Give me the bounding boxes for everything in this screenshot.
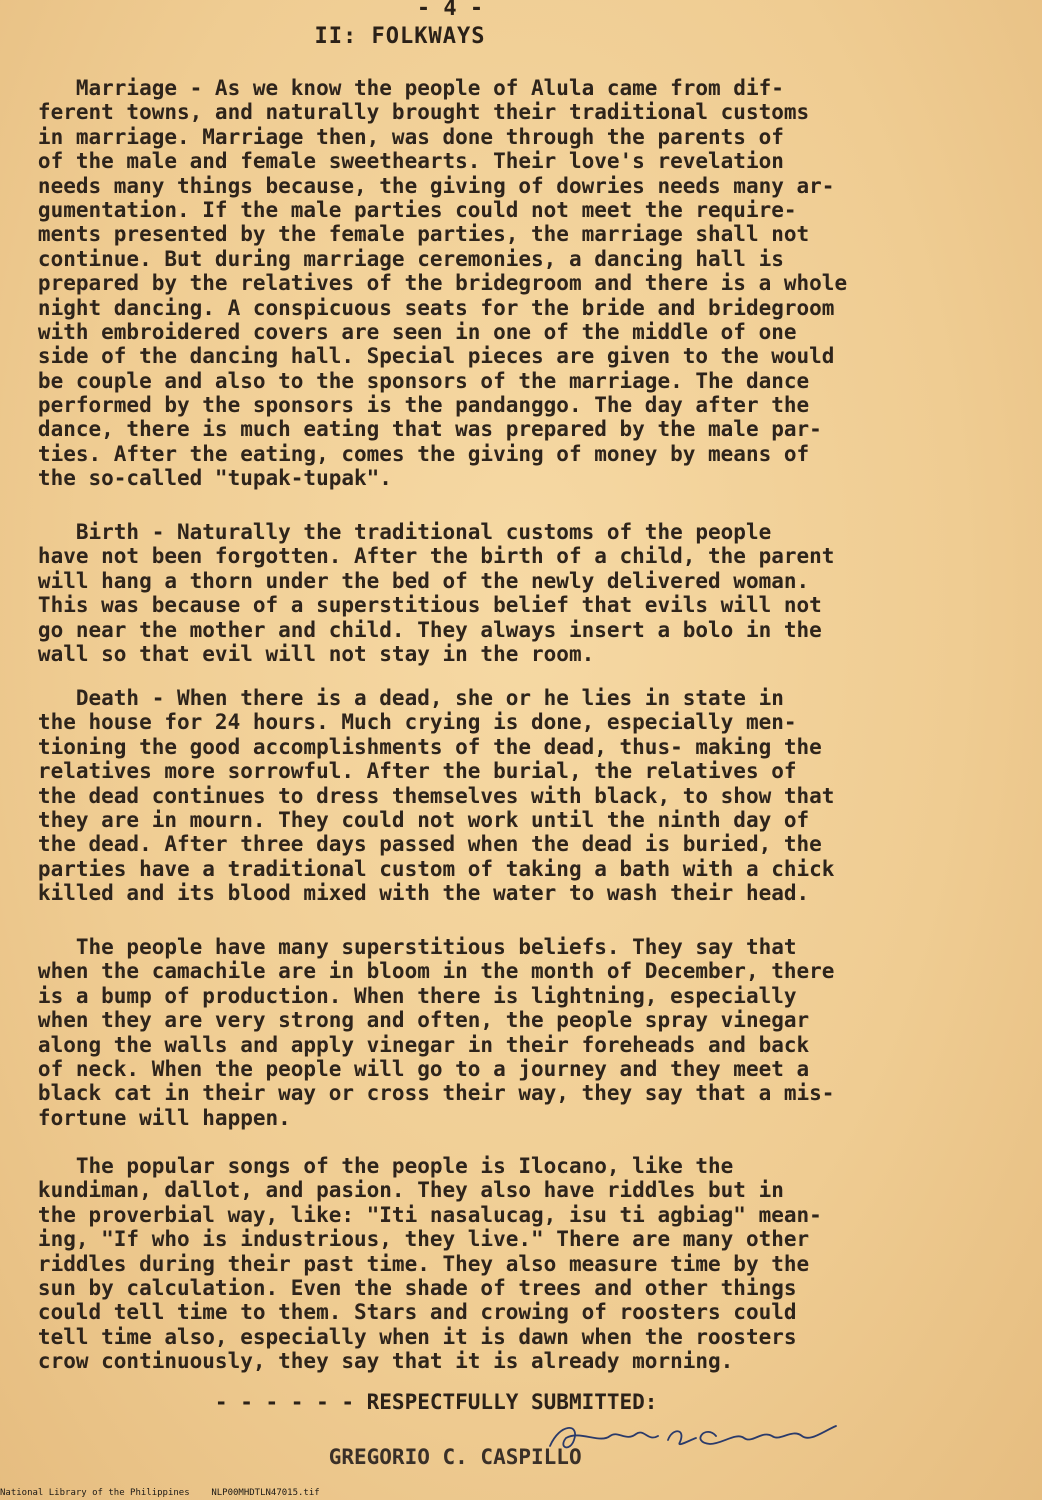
text-line: kundiman, dallot, and pasion. They also have riddles but in [0, 1178, 784, 1203]
text-line: crow continuously, they say that it is already morning. [0, 1349, 734, 1374]
text-line: in marriage. Marriage then, was done through the parents of [0, 124, 784, 149]
text-line: side of the dancing hall. Special pieces are given to the would [0, 344, 835, 369]
text-line: Death - When there is a dead, she or he lies in state in [0, 686, 784, 710]
text-line: continue. But during marriage ceremonies, a dancing hall is [0, 246, 784, 271]
text-line: along the walls and apply vinegar in their foreheads and back [0, 1032, 810, 1057]
text-line: with embroidered covers are seen in one of the middle of one [0, 319, 797, 344]
text-line: go near the mother and child. They always insert a bolo in the [0, 617, 822, 642]
text-line: of the male and female sweethearts. Their love's revelation [0, 149, 784, 174]
text-line: the proverbial way, like: "Iti nasalucag, isu ti agbiag" mean- [0, 1202, 822, 1227]
text-line: ments presented by the female parties, the marriage shall not [0, 222, 810, 247]
closing-line: - - - - - - RESPECTFULLY SUBMITTED: [0, 1390, 658, 1414]
text-line: the so-called "tupak-tupak". [0, 466, 392, 491]
text-line: black cat in their way or cross their way, they say that a mis- [0, 1081, 835, 1106]
text-line: needs many things because, the giving of dowries needs many ar- [0, 173, 835, 198]
text-line: The popular songs of the people is Ilocano, like the [0, 1154, 734, 1178]
text-line: tell time also, especially when it is dawn when the roosters [0, 1324, 797, 1349]
text-line: night dancing. A conspicuous seats for the bride and bridegroom [0, 295, 835, 320]
text-line: parties have a traditional custom of taking a bath with a chick [0, 856, 835, 881]
paragraph-death [0, 686, 1042, 906]
text-line: Birth - Naturally the traditional customs of the people [0, 520, 772, 544]
text-line: gumentation. If the male parties could not meet the require- [0, 197, 797, 222]
text-line: This was because of a superstitious belief that evils will not [0, 593, 822, 618]
text-line: ties. After the eating, comes the giving of money by means of [0, 441, 810, 466]
text-line: be couple and also to the sponsors of the marriage. The dance [0, 368, 810, 393]
text-line: tioning the good accomplishments of the dead, thus- making the [0, 734, 822, 759]
section-title: II: FOLKWAYS [314, 24, 486, 49]
text-line: have not been forgotten. After the birth of a child, the parent [0, 544, 835, 569]
text-line: the dead continues to dress themselves with black, to show that [0, 783, 835, 808]
text-line: ing, "If who is industrious, they live." There are many other [0, 1227, 810, 1252]
text-line: prepared by the relatives of the bridegroom and there is a whole [0, 271, 848, 296]
text-line: the house for 24 hours. Much crying is done, especially men- [0, 710, 797, 735]
archive-footer: National Library of the Philippines NLP00MHDTLN47015.tif [0, 1488, 320, 1498]
text-line: The people have many superstitious beliefs. They say that [0, 935, 797, 959]
text-line: is a bump of production. When there is lightning, especially [0, 983, 797, 1008]
text-line: sun by calculation. Even the shade of trees and other things [0, 1275, 797, 1300]
paragraph-birth [0, 520, 1042, 666]
text-line: killed and its blood mixed with the water to wash their head. [0, 881, 810, 906]
text-line: of neck. When the people will go to a journey and they meet a [0, 1056, 810, 1081]
text-line: Marriage - As we know the people of Alula came from dif- [0, 76, 784, 100]
text-line: wall so that evil will not stay in the room. [0, 641, 595, 666]
text-line: relatives more sorrowful. After the burial, the relatives of [0, 759, 797, 784]
text-line: will hang a thorn under the bed of the newly delivered woman. [0, 568, 810, 593]
text-line: when they are very strong and often, the people spray vinegar [0, 1008, 810, 1033]
text-line: riddles during their past time. They also measure time by the [0, 1251, 810, 1276]
paragraph-songs-riddles [0, 1154, 1042, 1374]
text-line: when the camachile are in bloom in the month of December, there [0, 959, 835, 984]
paragraph-superstitions [0, 935, 1042, 1130]
text-line: the dead. After three days passed when the dead is buried, the [0, 832, 822, 857]
text-line: dance, there is much eating that was prepared by the male par- [0, 417, 822, 442]
page-number: - 4 - [416, 0, 484, 21]
text-line: could tell time to them. Stars and crowing of roosters could [0, 1300, 797, 1325]
signer-name: GREGORIO C. CASPILLO [0, 1445, 582, 1469]
text-line: performed by the sponsors is the pandanggo. The day after the [0, 393, 810, 418]
text-line: fortune will happen. [0, 1105, 291, 1130]
paragraph-marriage [0, 76, 1042, 491]
text-line: ferent towns, and naturally brought their traditional customs [0, 100, 810, 125]
text-line: they are in mourn. They could not work until the ninth day of [0, 807, 810, 832]
